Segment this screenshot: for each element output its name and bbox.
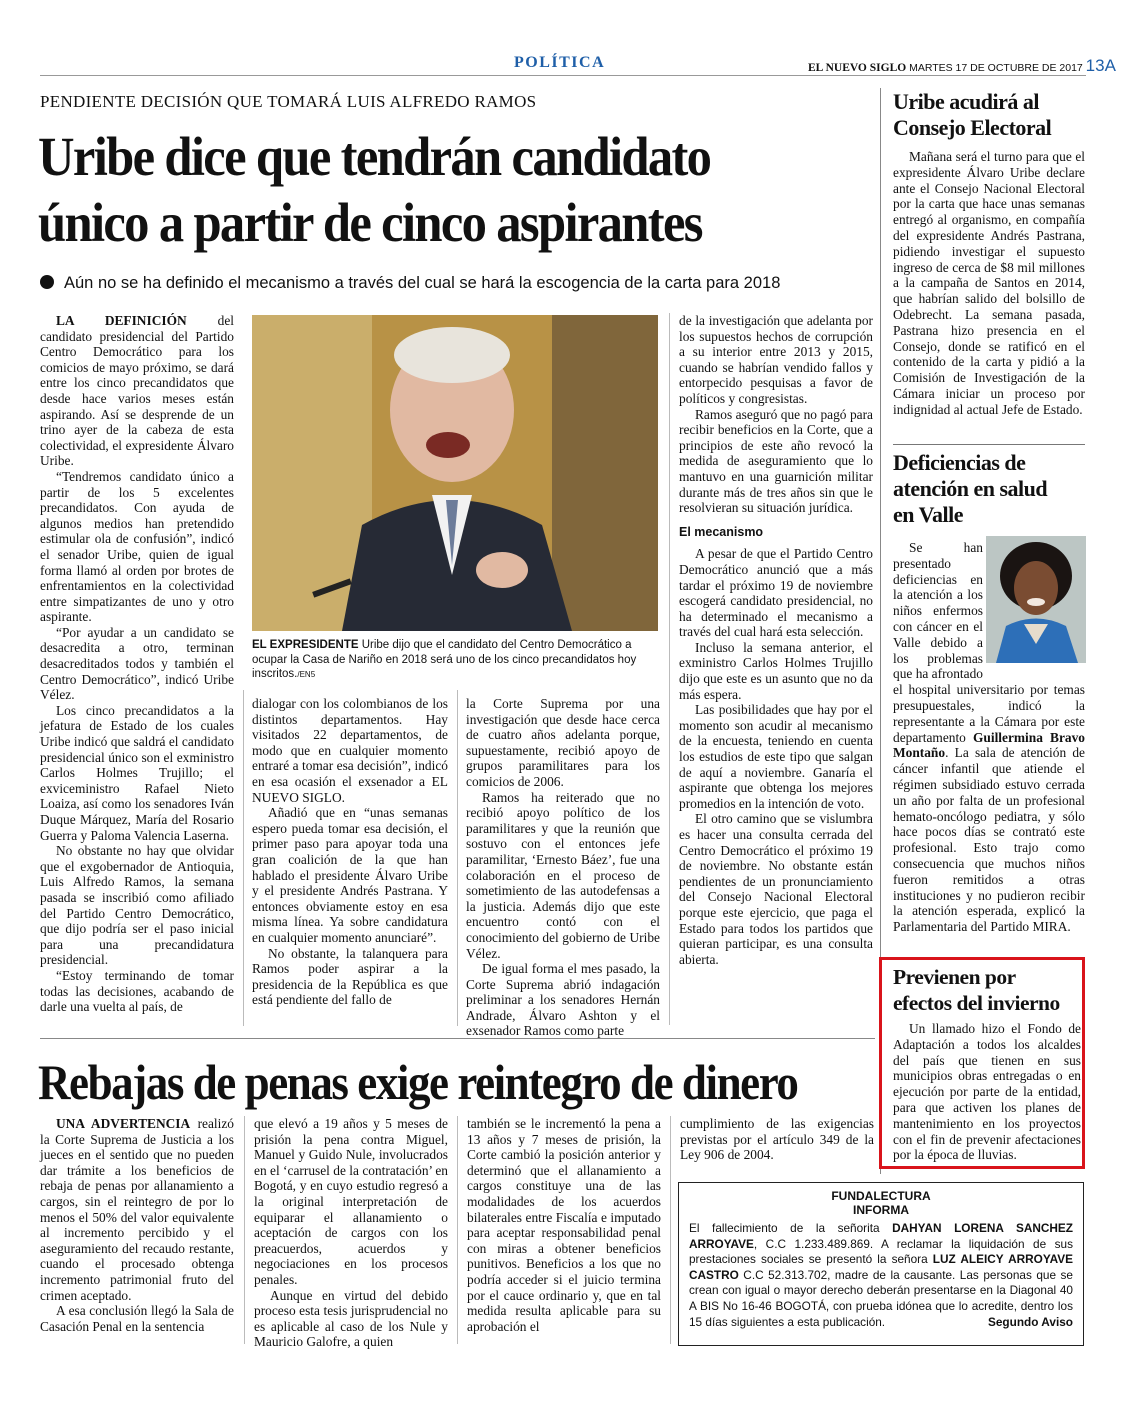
deck-text: Aún no se ha definido el mecanismo a través del cual se hará la escogencia de la carta para 2018 (64, 274, 781, 292)
side3-body (893, 1021, 1081, 1167)
notice-footer: Segundo Aviso (988, 1314, 1073, 1329)
side2-text-a: Se han presentado deficiencias en la atención a los niños enfermos con cáncer en el Valle debido a los problemas que ha afrontado el hospital universitario por temas presupuestales, indicó la representante a la Cámara por este departamento (893, 540, 1085, 745)
notice-deceased-name: DAHYAN LORENA SANCHEZ ARROYAVE (689, 1221, 1074, 1251)
col4-paragraph: Ramos aseguró que no pagó para recibir beneficios en la Corte, que a principios de este año revocó la medida de aseguramiento que lo mantuvo en una guarnición militar durante más de tres años sin que le resolvieran su situación jurídica. (679, 406, 873, 516)
caption-lead: EL EXPRESIDENTE (252, 639, 359, 651)
column-rule (457, 1116, 458, 1344)
side2-person-name: Guillermina Bravo Montaño (893, 729, 1085, 761)
notice-subtitle: INFORMA (853, 1203, 909, 1217)
second-c2-paragraph: Aunque en virtud del debido proceso esta tesis jurisprudencial no es aplicable al caso de los Nule y Mauricio Galofre, a quien (254, 1287, 448, 1350)
caption-text: Uribe dijo que el candidato del Centro Democrático a ocupar la Casa de Nariño en 2018 será uno de los cinco precandidatos hoy inscritos. (252, 639, 637, 680)
col1-lead: LA DEFINICIÓN (56, 313, 187, 328)
column-rule (670, 1116, 671, 1344)
section-label: POLÍTICA (514, 54, 606, 71)
paper-name: EL NUEVO SIGLO (808, 62, 907, 74)
col3-paragraph: la Corte Suprema por una investigación que desde hace cerca de cuatro años adelanta porque, supuestamente, recibió apoyo de grupos paramilitares para los comicios de 2006. (466, 696, 660, 789)
col1-paragraph: Los cinco precandidatos a la jefatura de Estado de los cuales Uribe indicó que saldrá el candidato presidencial único son el exministro Carlos Holmes Trujillo; el exviceministro Rafael Nieto Loaiza, así como los senadores Iván Duque Márquez, María del Rosario Guerra y Paloma Valencia Laserna. (40, 702, 234, 843)
story-column-4 (679, 313, 873, 1025)
second-column-2 (254, 1116, 448, 1350)
notice-text: , C.C 1.233.489.869. A reclamar la liquidación de sus prestaciones sociales se presentó la señora (689, 1236, 1073, 1267)
second-c1-paragraph: A esa conclusión llegó la Sala de Casación Penal en la sentencia (40, 1303, 234, 1334)
column-rule (457, 690, 458, 1026)
side3-paragraph: Un llamado hizo el Fondo de Adaptación a todos los alcaldes del país que tienen en sus municipios obras entregadas o en ejecución por parte de la entidad, para que activen los planes de mantenimiento en los proyectos con el fin de prevenir afectaciones por la época de lluvias. (893, 1021, 1081, 1163)
second-c2-paragraph: que elevó a 19 años y 5 meses de prisión la pena contra Miguel, Manuel y Guido Nule, involucrados en el ‘carrusel de la contratación’ en Bogotá, y en cuyo estudio regresó a la original interpretación de equiparar el allanamiento o aceptación de cargos con los preacuerdos, acuerdos y negociaciones en los procesos penales. (254, 1116, 448, 1287)
story-column-3 (466, 696, 660, 1039)
bullet-icon (40, 275, 54, 289)
photo-float-spacer (987, 540, 1085, 668)
notice-text: C.C 52.313.702, madre de la causante. Las personas que se crean con igual o mayor derecho deberán presentarse en la Diagonal 40 A BIS No 16-46 BOGOTÁ, con prueba idónea que lo acredite, dentro los 15 días siguientes a esta publicación. (689, 1267, 1073, 1329)
masthead-line (808, 56, 1116, 76)
story-headline: Uribe dice que tendrán candidato único a partir de cinco aspirantes (38, 126, 711, 253)
photo-illustration (252, 315, 658, 631)
issue-date: MARTES 17 DE OCTUBRE DE 2017 (909, 62, 1083, 74)
side1-headline: Uribe acudirá al Consejo Electoral (893, 89, 1052, 140)
col2-paragraph: No obstante, la talanquera para Ramos poder aspirar a la presidencia de la República es que está pendiente del fallo de (252, 945, 448, 1008)
story-column-1 (40, 313, 234, 1025)
story-deck (40, 274, 870, 293)
col4-paragraph: de la investigación que adelanta por los supuestos hechos de corrupción a su interior entre 2013 y 2015, cuando se habrían vendido fallos y entorpecido pesquisas a favor de políticos y congresistas. (679, 313, 873, 406)
second-column-3 (467, 1116, 661, 1344)
col4-paragraph: Incluso la semana anterior, el exministro Carlos Holmes Trujillo dijo que este es un asunto que no da más espera. (679, 639, 873, 702)
col1-paragraph: “Estoy terminando de tomar todas las decisiones, acabando de darle una vuelta al país, de (40, 967, 234, 1015)
col2-paragraph: Añadió que en “unas semanas espero pueda tomar esa decisión, el primer paso para apoyar toda una gran coalición de la que han hablado el presidente Álvaro Uribe y el presidente Andrés Pastrana. Y entonces obviamente estoy en esa misma línea. Ya sobre candidatura en cualquier momento anunciaré”. (252, 805, 448, 945)
col4-subhead: El mecanismo (679, 524, 764, 539)
col1-paragraph (40, 313, 234, 469)
col4-paragraph: Las posibilidades que hay por el momento son acudir al mecanismo de la encuesta, teniendo en cuenta los estudios de este tipo que salgan de aquí a noviembre. Ganaría el aspirante que obtenga los mejores promedios en la intención de voto. (679, 702, 873, 811)
sidebar-divider (893, 444, 1085, 445)
second-column-4 (680, 1116, 874, 1176)
side2-body (893, 540, 1085, 950)
story-kicker: PENDIENTE DECISIÓN QUE TOMARÁ LUIS ALFREDO RAMOS (40, 92, 537, 111)
column-rule (669, 313, 670, 1025)
col2-paragraph: dialogar con los colombianos de los distintos departamentos. Hay visitados 22 departamentos, de modo que en cualquier momento entraré a tomar esa decisión”, indicó en esa ocasión el exsenador a EL NUEVO SIGLO. (252, 696, 448, 805)
second-c4-paragraph: cumplimiento de las exigencias previstas por el artículo 349 de la Ley 906 de 2004. (680, 1116, 874, 1163)
section-divider (40, 1038, 875, 1039)
second-c1-paragraph (40, 1116, 234, 1303)
second-c1-lead: UNA ADVERTENCIA (56, 1116, 191, 1131)
uribe-photo (252, 315, 658, 631)
caption-credit: /EN5 (297, 670, 316, 679)
col3-paragraph: Ramos ha reiterado que no recibió apoyo político de los paramilitares y que la reunión que sostuvo con el entonces jefe paramilitar, ‘Ernesto Báez’, fue una colaboración en el proceso de sometimiento de las autodefensas a la justicia. Además dijo que este encuentro contó con el conocimiento del gobierno de Uribe Vélez. (466, 789, 660, 961)
side2-headline: Deficiencias de atención en salud en Valle (893, 450, 1048, 527)
second-headline: Rebajas de penas exige reintegro de dinero (38, 1054, 798, 1110)
col1-text: del candidato presidencial del Partido Centro Democrático para los comicios de mayo próximo, se dará entre los cinco precandidatos que desde hace varios meses están aspirando. Así se desprende de un trino ayer de la cabeza de esta colectividad, el expresidente Álvaro Uribe. (40, 313, 234, 469)
photo-caption (252, 638, 660, 683)
column-rule (244, 1116, 245, 1344)
page-number: 13A (1085, 56, 1116, 75)
notice-title: FUNDALECTURA (831, 1189, 931, 1203)
second-c3-paragraph: también se le incrementó la pena a 13 años y 7 meses de prisión, la Corte cambió la posición anterior y determinó que el allanamiento a cargos constituye una de las modalidades de los acuerdos bilaterales entre Fiscalía e imputado para aceptar responsabilidad penal con miras a obtener beneficios punitivos. Beneficios a los que no podría acceder si el juicio termina por el cauce ordinario y, que en tal medida resulta aplicable para su aprobación el (467, 1116, 661, 1334)
story-column-2 (252, 696, 448, 1026)
col4-paragraph: A pesar de que el Partido Centro Democrático anunció que a más tardar el próximo 19 de noviembre escogerá candidato presidencial, no ha determinado el mecanismo a través del cual hará esta selección. (679, 546, 873, 640)
second-column-1 (40, 1116, 234, 1344)
notice-text: El fallecimiento de la señorita (689, 1221, 893, 1235)
side3-headline: Previenen por efectos del invierno (893, 965, 1060, 1015)
second-c1-text: realizó la Corte Suprema de Justicia a los jueces en el sentido que no pueden dar trámite a los beneficios de rebaja de penas por allanamiento a cargos, sin el reintegro de por lo menos el 50% del valor equivalente al incremento percibido y el aseguramiento del recaudo restante, cuando el procesado obtenga incremento patrimonial fruto del crimen aceptado. (40, 1116, 234, 1303)
fundalectura-notice (678, 1182, 1084, 1346)
side1-body (893, 149, 1085, 465)
col1-paragraph: “Tendremos candidato único a partir de los 5 excelentes precandidatos. Con ayuda de algunos medios han pretendido estimular ola de confusión”, indicó el senador Uribe, quien de igual forma llamó al orden por brotes de enfrentamientos en la colectividad entre simpatizantes de uno y otro aspirante. (40, 468, 234, 625)
col3-paragraph: De igual forma el mes pasado, la Corte Suprema abrió indagación preliminar a los senadores Hernán Andrade, Álvaro Ashton y el exsenador Ramos como parte (466, 961, 660, 1039)
col1-paragraph: “Por ayudar a un candidato se desacredita a otro, terminan desacreditados todos y también el Centro Democrático”, indicó Uribe Vélez. (40, 624, 234, 703)
col4-paragraph: El otro camino que se vislumbra es hacer una consulta cerrada del Centro Democrático el próximo 19 de noviembre. No obstante están pendientes de un pronunciamiento del Consejo Nacional Electoral porque este ejercicio, que paga el Estado para todos los partidos que quieran participar, es una consulta abierta. (679, 811, 873, 967)
notice-claimant-name: LUZ ALEICY ARROYAVE CASTRO (689, 1252, 1073, 1282)
side2-text-b: . La sala de atención de cáncer infantil que atiende el régimen subsidiado estuvo cerrada un año por falta de un profesional hemato-oncólogo pediatra, y sólo hace pocos días se contrató este profesional. Esto trajo como consecuencia que muchos niños fueron remitidos a otras instituciones y no pudieron recibir la atención esperada, explicó la Parlamentaria del Partido MIRA. (893, 745, 1085, 935)
column-rule (243, 690, 244, 1026)
col1-paragraph: No obstante no hay que olvidar que el exgobernador de Antioquia, Luis Alfredo Ramos, la semana pasada se inscribió como afiliado del Partido Centro Democrático, que dijo podría ser el paso inicial para una precandidatura presidencial. (40, 843, 234, 968)
side1-paragraph: Mañana será el turno para que el expresidente Álvaro Uribe declare ante el Consejo Nacional Electoral por la carta que hace unas semanas entregó al organismo, en compañía del expresidente Andrés Pastrana, pidiendo investigar el supuesto ingreso de cerca de $8 mil millones a la campaña de Santos en 2014, que habrían salido del bolsillo de Odebrecht. La semana pasada, Pastrana hizo presencia en el Consejo, donde se ratificó en el contenido de la carta y pidió a la Comisión de Investigación de la Cámara iniciar un proceso por indignidad al actual Jefe de Estado. (893, 149, 1085, 417)
notice-body (689, 1221, 1073, 1330)
